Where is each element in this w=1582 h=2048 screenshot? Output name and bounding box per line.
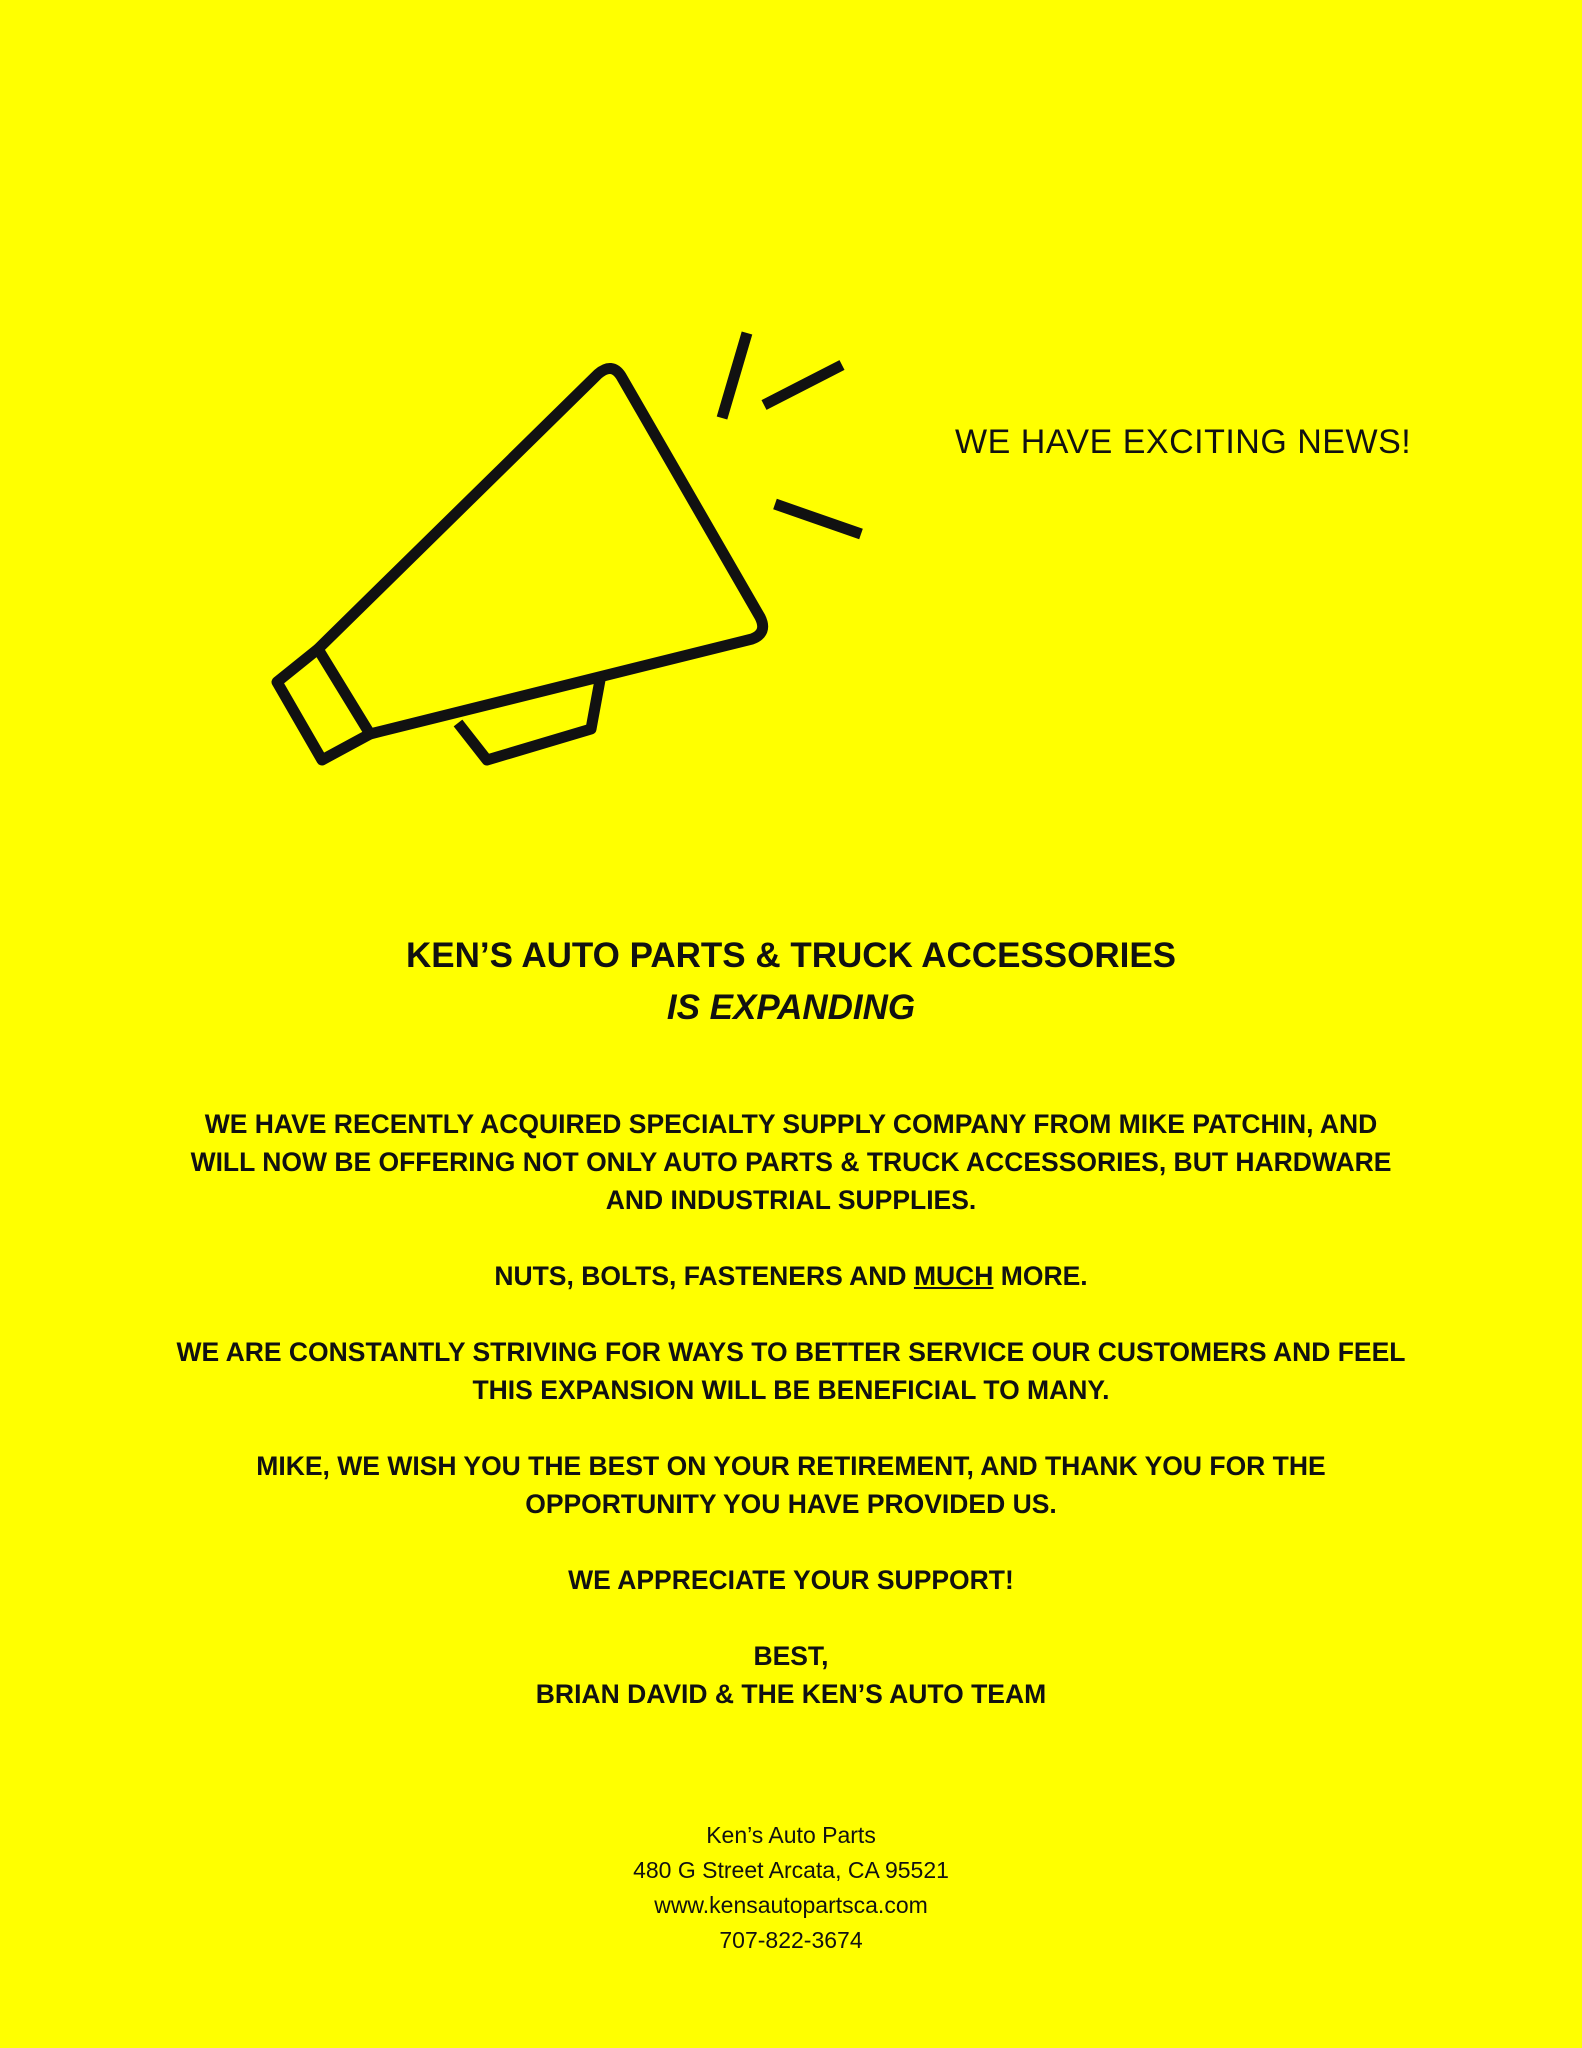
paragraph-line: WILL NOW BE OFFERING NOT ONLY AUTO PARTS & TRUCK ACCESSORIES, BUT HARDWARE <box>190 1147 1392 1177</box>
sound-line-middle <box>764 365 842 405</box>
business-address: 480 G Street Arcata, CA 95521 <box>633 1857 949 1883</box>
products-emphasis: MUCH <box>913 1261 994 1291</box>
paragraph-acquisition <box>150 1105 1432 1219</box>
sound-line-top <box>722 333 747 418</box>
page-title: KEN’S AUTO PARTS & TRUCK ACCESSORIES <box>405 936 1177 975</box>
sound-line-bottom <box>775 504 861 534</box>
signoff <box>150 1637 1432 1713</box>
paragraph-appreciation: WE APPRECIATE YOUR SUPPORT! <box>568 1565 1014 1595</box>
contact-footer <box>0 1818 1582 1958</box>
paragraph-line: THIS EXPANSION WILL BE BENEFICIAL TO MANY. <box>472 1375 1110 1405</box>
exciting-news-text: WE HAVE EXCITING NEWS! <box>955 423 1412 461</box>
paragraph-line: AND INDUSTRIAL SUPPLIES. <box>605 1185 977 1215</box>
business-website: www.kensautopartsca.com <box>654 1892 928 1918</box>
business-name: Ken’s Auto Parts <box>706 1822 876 1848</box>
paragraph-retirement <box>150 1447 1432 1523</box>
signoff-closing: BEST, <box>753 1641 829 1671</box>
megaphone-icon <box>260 320 900 780</box>
paragraph-line: WE HAVE RECENTLY ACQUIRED SPECIALTY SUPPLY COMPANY FROM MIKE PATCHIN, AND <box>204 1109 1378 1139</box>
signoff-signature: BRIAN DAVID & THE KEN’S AUTO TEAM <box>535 1679 1047 1709</box>
page-subtitle: IS EXPANDING <box>666 988 916 1027</box>
paragraph-products <box>150 1257 1432 1295</box>
title-block <box>0 930 1582 1034</box>
announcement-body <box>150 1105 1432 1751</box>
products-text-start: NUTS, BOLTS, FASTENERS AND <box>494 1261 914 1291</box>
paragraph-line: WE ARE CONSTANTLY STRIVING FOR WAYS TO BETTER SERVICE OUR CUSTOMERS AND FEEL <box>176 1337 1406 1367</box>
products-text-end: MORE. <box>993 1261 1088 1291</box>
paragraph-line: MIKE, WE WISH YOU THE BEST ON YOUR RETIREMENT, AND THANK YOU FOR THE <box>256 1451 1326 1481</box>
megaphone-horn <box>318 368 763 734</box>
paragraph-service <box>150 1333 1432 1409</box>
paragraph-line: OPPORTUNITY YOU HAVE PROVIDED US. <box>525 1489 1057 1519</box>
business-phone: 707-822-3674 <box>719 1927 863 1953</box>
